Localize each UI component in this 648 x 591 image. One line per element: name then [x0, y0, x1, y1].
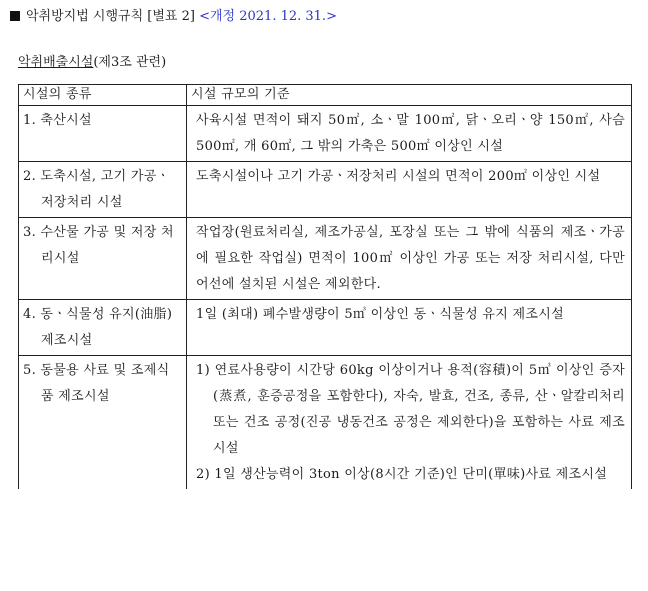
- criteria-cell: 1일 (최대) 폐수발생량이 5㎥ 이상인 동ㆍ식물성 유지 제조시설: [187, 300, 632, 356]
- facility-type: 5. 동물용 사료 및 조제식품 제조시설: [23, 363, 170, 404]
- facility-type: 2. 도축시설, 고기 가공ㆍ저장처리 시설: [23, 169, 170, 210]
- criteria-cell: 작업장(원료처리실, 제조가공실, 포장실 또는 그 밖에 식품의 제조ㆍ가공에 필요한 작업실) 면적이 100㎡ 이상인 가공 또는 저장 처리시설, 다만 어선에 설치된 시설은 제외한다.: [187, 218, 632, 300]
- table-row: [19, 218, 632, 300]
- facility-table: [18, 84, 632, 489]
- facility-type-cell: [19, 356, 187, 490]
- facility-type-cell: [19, 300, 187, 356]
- table-row: [19, 106, 632, 162]
- facility-type-cell: [19, 162, 187, 218]
- criteria-list-item: 1) 연료사용량이 시간당 60kg 이상이거나 용적(容積)이 5㎥ 이상인 증자(蒸煮, 훈증공정을 포함한다), 자숙, 발효, 건조, 종류, 산ㆍ알칼리처리 또는 건조 공정(진공 냉동건조 공정은 제외한다)을 포함하는 사료 제조시설: [196, 363, 625, 456]
- table-row: [19, 300, 632, 356]
- criteria-cell: 사육시설 면적이 돼지 50㎡, 소ㆍ말 100㎡, 닭ㆍ오리ㆍ양 150㎡, 사슴 500㎡, 개 60㎡, 그 밖의 가축은 500㎡ 이상인 시설: [187, 106, 632, 162]
- table-row: [19, 356, 632, 490]
- facility-type: 4. 동ㆍ식물성 유지(油脂) 제조시설: [23, 307, 173, 348]
- table-row: [19, 162, 632, 218]
- facility-type-cell: [19, 218, 187, 300]
- document-header: [10, 8, 337, 26]
- criteria-cell: [187, 356, 632, 490]
- criteria-cell: 도축시설이나 고기 가공ㆍ저장처리 시설의 면적이 200㎡ 이상인 시설: [187, 162, 632, 218]
- section-title: [18, 54, 166, 72]
- table-header-row: [19, 85, 632, 106]
- facility-type: 3. 수산물 가공 및 저장 처리시설: [23, 225, 174, 266]
- facility-type: 1. 축산시설: [23, 113, 92, 128]
- square-bullet-icon: [10, 11, 20, 21]
- facility-type-cell: [19, 106, 187, 162]
- header-cell-type: 시설의 종류: [19, 85, 187, 106]
- criteria-list-item: 2) 1일 생산능력이 3ton 이상(8시간 기준)인 단미(單味)사료 제조시설: [196, 467, 608, 482]
- section-title-note: (제3조 관련): [93, 55, 167, 70]
- section-title-underlined: 악취배출시설: [18, 55, 94, 70]
- header-cell-criteria: 시설 규모의 기준: [187, 85, 632, 106]
- header-title: 악취방지법 시행규칙 [별표 2]: [26, 9, 195, 24]
- revision-date: <개정 2021. 12. 31.>: [199, 9, 337, 24]
